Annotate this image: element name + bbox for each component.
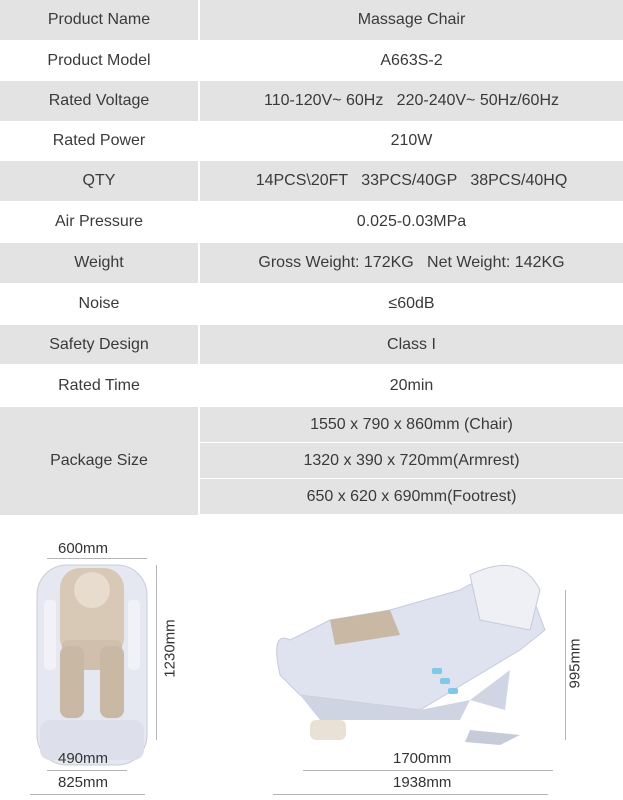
- spec-value: 110-120V~ 60Hz 220-240V~ 50Hz/60Hz: [200, 81, 623, 121]
- spec-value: Class I: [200, 325, 623, 364]
- package-chair: 1550 x 790 x 860mm (Chair): [200, 407, 623, 443]
- side-inner-length-line: [303, 770, 553, 771]
- front-height-line: [156, 565, 157, 740]
- spec-label: Product Name: [0, 0, 200, 40]
- dimension-figure: [0, 520, 623, 800]
- spec-value: ≤60dB: [200, 284, 623, 324]
- package-values: [200, 407, 623, 515]
- front-base-width-label: 825mm: [58, 774, 109, 791]
- spec-row-product-name: [0, 0, 623, 41]
- package-footrest: 650 x 620 x 690mm(Footrest): [200, 479, 623, 515]
- spec-label: Product Model: [0, 41, 200, 80]
- spec-value: 14PCS\20FT 33PCS/40GP 38PCS/40HQ: [200, 161, 623, 201]
- spec-value: 20min: [200, 365, 623, 406]
- front-base-width-line: [30, 794, 145, 795]
- front-inner-width-label: 490mm: [58, 750, 109, 767]
- front-height-label: 1230mm: [161, 619, 179, 678]
- spec-row-qty: [0, 161, 623, 202]
- spec-value: 210W: [200, 122, 623, 160]
- spec-row-rated-time: [0, 365, 623, 407]
- side-total-length-label: 1938mm: [393, 774, 452, 791]
- spec-label: QTY: [0, 161, 200, 201]
- spec-row-rated-voltage: [0, 81, 623, 122]
- spec-label: Rated Voltage: [0, 81, 200, 121]
- spec-row-product-model: [0, 41, 623, 81]
- spec-value: A663S-2: [200, 41, 623, 80]
- spec-label: Noise: [0, 284, 200, 324]
- front-top-width-line: [47, 558, 147, 559]
- spec-label: Air Pressure: [0, 202, 200, 242]
- side-inner-length-label: 1700mm: [393, 750, 452, 767]
- spec-value: Massage Chair: [200, 0, 623, 40]
- spec-row-noise: [0, 284, 623, 325]
- spec-row-weight: [0, 243, 623, 284]
- spec-label: Package Size: [0, 407, 200, 515]
- spec-label: Weight: [0, 243, 200, 283]
- spec-value: Gross Weight: 172KG Net Weight: 142KG: [200, 243, 623, 283]
- spec-row-safety-design: [0, 325, 623, 365]
- side-total-length-line: [273, 794, 548, 795]
- front-top-width-label: 600mm: [58, 540, 109, 557]
- spec-row-package-size: [0, 407, 623, 515]
- spec-value: 0.025-0.03MPa: [200, 202, 623, 242]
- front-inner-width-line: [47, 770, 127, 771]
- spec-label: Rated Time: [0, 365, 200, 406]
- package-armrest: 1320 x 390 x 720mm(Armrest): [200, 443, 623, 479]
- spec-row-rated-power: [0, 122, 623, 161]
- spec-row-air-pressure: [0, 202, 623, 243]
- spec-label: Rated Power: [0, 122, 200, 160]
- spec-label: Safety Design: [0, 325, 200, 364]
- side-height-label: 995mm: [566, 638, 584, 689]
